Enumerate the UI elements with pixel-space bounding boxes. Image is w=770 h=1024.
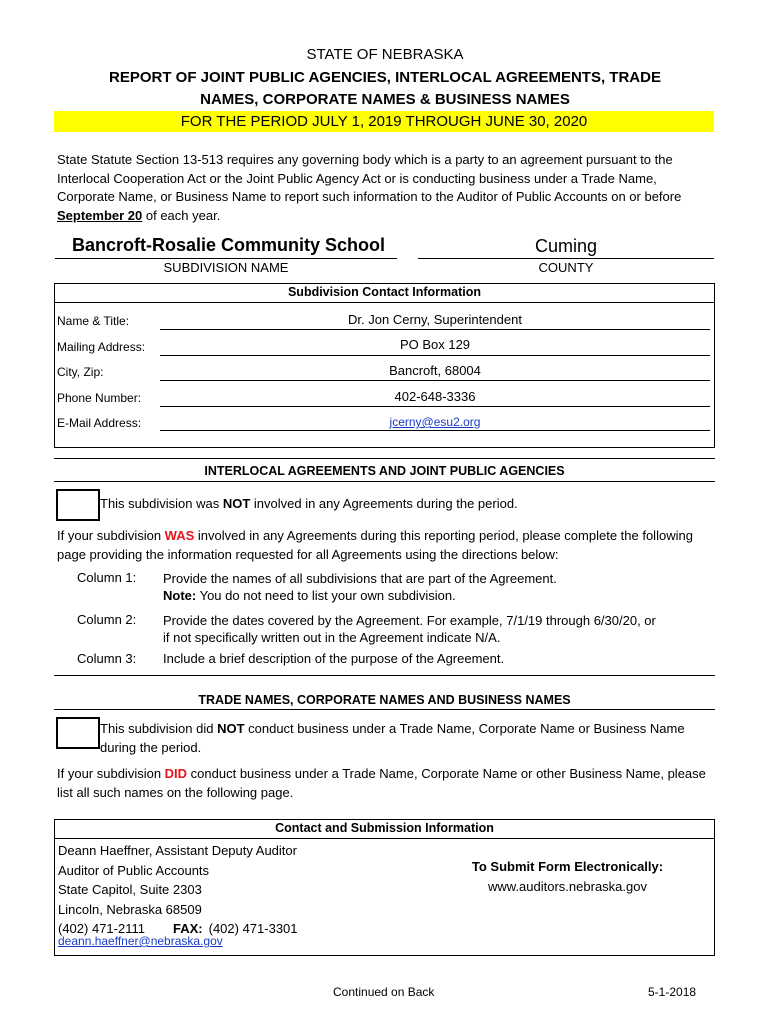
contact-email-link[interactable]: deann.haeffner@nebraska.gov <box>58 934 223 948</box>
contact-address1: State Capitol, Suite 2303 <box>58 882 202 897</box>
name-title-line <box>160 329 710 330</box>
contact-phone-fax: (402) 471-2111 FAX: (402) 471-3301 <box>58 921 298 936</box>
email-value[interactable]: jcerny@esu2.org <box>389 415 481 429</box>
email-line <box>160 430 710 431</box>
contact-address2: Lincoln, Nebraska 68509 <box>58 901 202 917</box>
interlocal-check-text: This subdivision was NOT involved in any Agreements during the period. <box>100 496 518 511</box>
phone-value[interactable]: 402-648-3336 <box>394 389 476 404</box>
column2-label: Column 2: <box>77 612 137 627</box>
email-label: E-Mail Address: <box>57 416 142 430</box>
trade-instructions: If your subdivision DID conduct business under a Trade Name, Corporate Name or other Business Name, please list all such names on the following page. <box>57 766 706 800</box>
name-title-value[interactable]: Dr. Jon Cerny, Superintendent <box>348 312 522 327</box>
trade-title: TRADE NAMES, CORPORATE NAMES AND BUSINESS NAMES <box>198 693 571 707</box>
contact-person: Deann Haeffner, Assistant Deputy Auditor <box>58 843 297 858</box>
continued-on-back: Continued on Back <box>333 985 435 999</box>
trade-not-conducted-checkbox[interactable] <box>56 717 100 749</box>
intro-paragraph: State Statute Section 13-513 requires any governing body which is a party to an agreement pursuant to the Interlocal Cooperation Act or the Joint Public Agency Act or is conducting business under a Trade Name, Corporate Name, or Business Name to report such information to the Auditor of Public Accounts on or before September 20 of each year. <box>57 152 682 223</box>
mailing-address-line <box>160 355 710 356</box>
deadline: September 20 <box>57 207 143 223</box>
interlocal-top-rule <box>54 458 715 459</box>
city-zip-line <box>160 380 710 381</box>
trade-bottom-rule <box>54 709 715 710</box>
column1-label: Column 1: <box>77 570 137 585</box>
interlocal-not-involved-checkbox[interactable] <box>56 489 100 521</box>
electronic-submit-label: To Submit Form Electronically: <box>471 859 664 874</box>
submission-title: Contact and Submission Information <box>275 821 494 835</box>
trade-top-rule <box>54 675 715 676</box>
mailing-address-label: Mailing Address: <box>57 340 146 354</box>
report-title-line1: REPORT OF JOINT PUBLIC AGENCIES, INTERLOCAL AGREEMENTS, TRADE <box>109 69 661 86</box>
state-heading: STATE OF NEBRASKA <box>306 46 464 63</box>
county-label: COUNTY <box>538 260 594 275</box>
column3-label: Column 3: <box>77 651 137 666</box>
city-zip-label: City, Zip: <box>57 365 104 379</box>
interlocal-instructions: If your subdivision WAS involved in any Agreements during this reporting period, please complete the following page providing the information requested for all Agreements using the directions below: <box>57 528 693 562</box>
county-name[interactable]: Cuming <box>534 236 598 256</box>
contact-title: Subdivision Contact Information <box>287 285 482 299</box>
phone-label: Phone Number: <box>57 391 142 405</box>
column2-text: Provide the dates covered by the Agreement. For example, 7/1/19 through 6/30/20, or if not specifically written out in the Agreement indicate N/A. <box>163 613 656 645</box>
electronic-submit-url[interactable]: www.auditors.nebraska.gov <box>488 879 647 894</box>
name-title-label: Name & Title: <box>57 314 130 328</box>
column3-text: Include a brief description of the purpose of the Agreement. <box>163 651 505 666</box>
interlocal-bottom-rule <box>54 481 715 482</box>
column1-text: Provide the names of all subdivisions that are part of the Agreement. Note: You do not need to list your own subdivision. <box>163 571 557 603</box>
reporting-period: FOR THE PERIOD JULY 1, 2019 THROUGH JUNE 30, 2020 <box>54 111 714 132</box>
mailing-address-value[interactable]: PO Box 129 <box>399 337 471 352</box>
form-date: 5-1-2018 <box>648 985 697 999</box>
submission-box-divider <box>54 838 715 839</box>
phone-line <box>160 406 710 407</box>
city-zip-value[interactable]: Bancroft, 68004 <box>389 363 481 378</box>
interlocal-title: INTERLOCAL AGREEMENTS AND JOINT PUBLIC AGENCIES <box>204 464 565 478</box>
subdivision-name-line <box>55 258 397 259</box>
subdivision-name-label: SUBDIVISION NAME <box>163 260 289 275</box>
trade-check-text: This subdivision did NOT conduct business under a Trade Name, Corporate Name or Business Name during the period. <box>100 721 685 755</box>
submission-contact <box>58 841 298 939</box>
county-line <box>418 258 714 259</box>
subdivision-name[interactable]: Bancroft-Rosalie Community School <box>72 235 386 255</box>
report-title-line2: NAMES, CORPORATE NAMES & BUSINESS NAMES <box>200 91 570 108</box>
contact-office: Auditor of Public Accounts <box>58 862 210 878</box>
contact-box-divider <box>54 302 715 303</box>
